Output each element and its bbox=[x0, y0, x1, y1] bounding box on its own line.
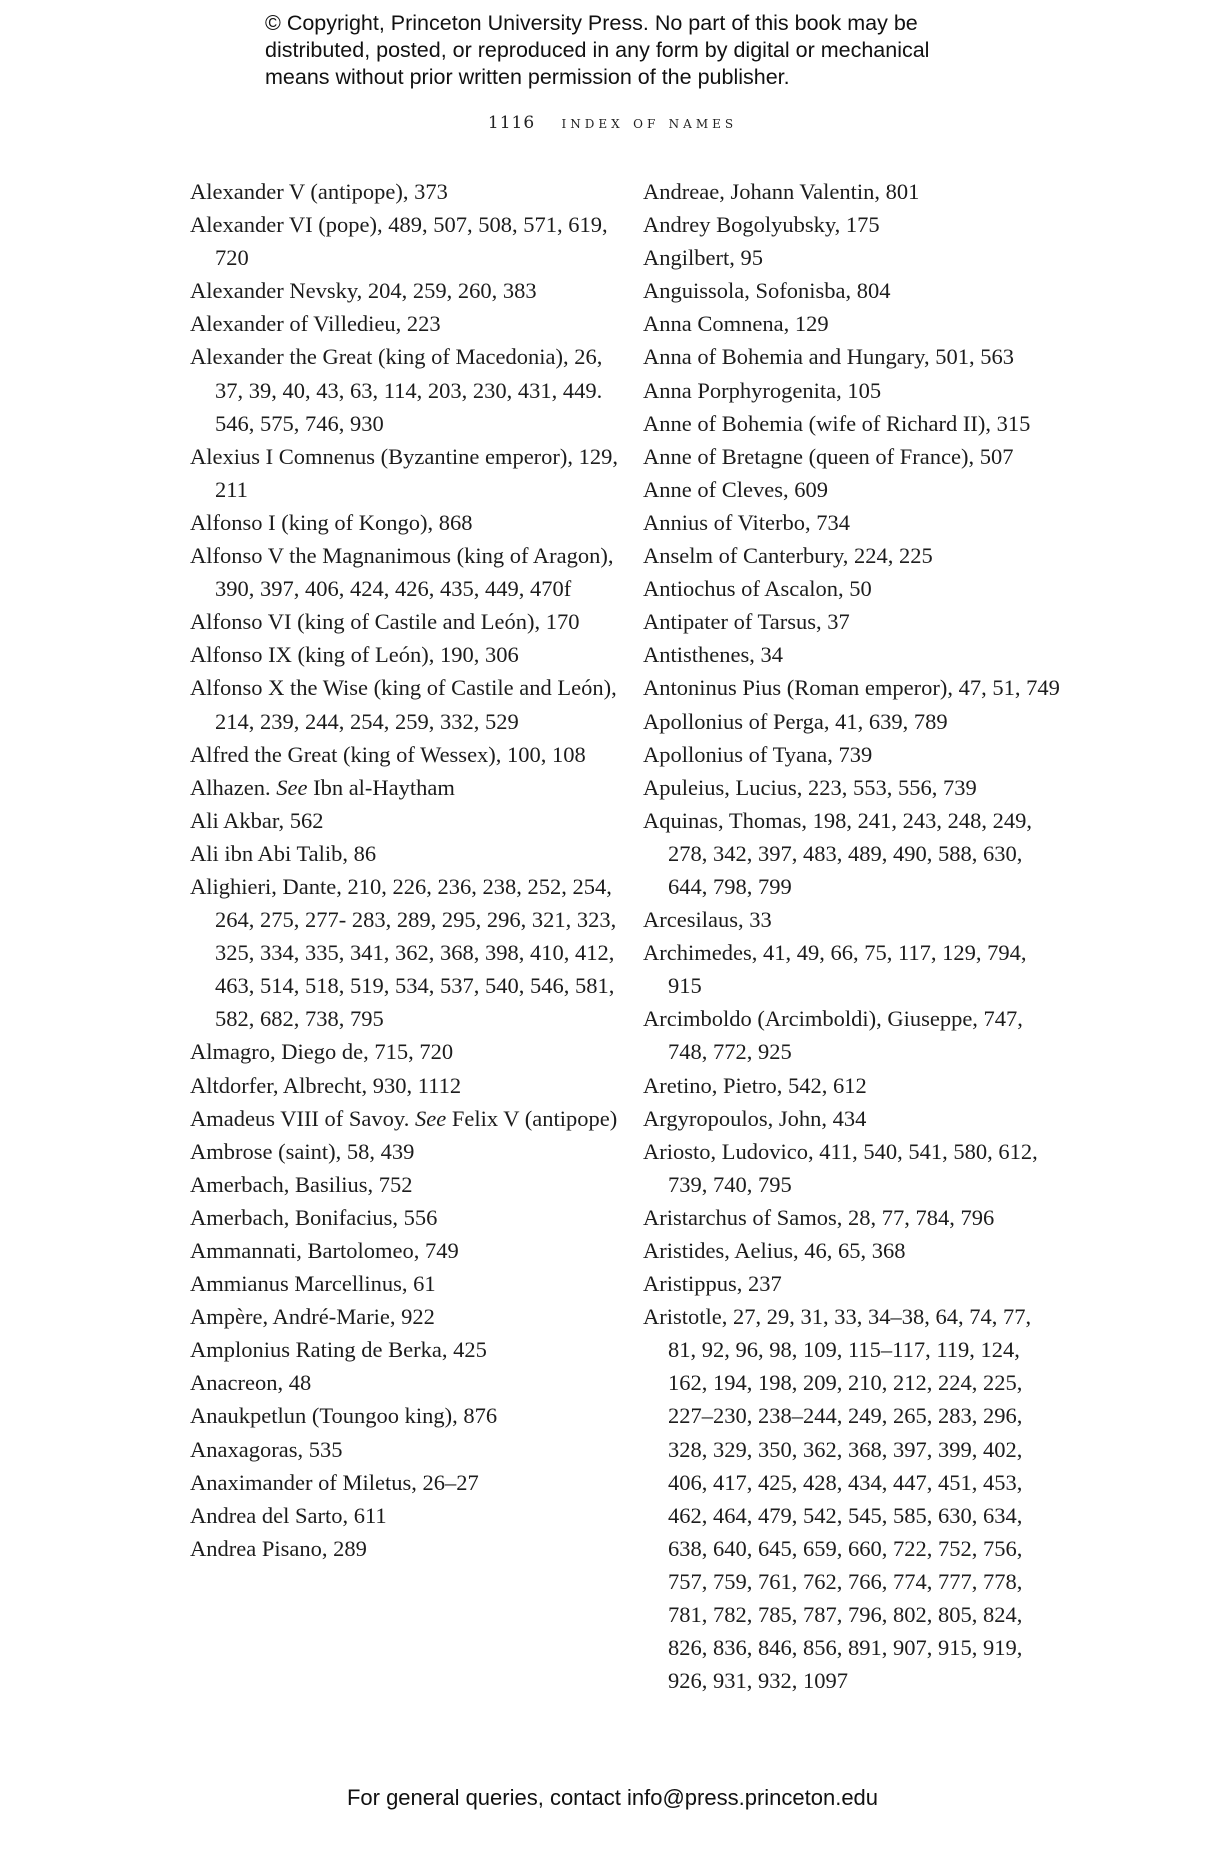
see-reference: See bbox=[276, 774, 308, 800]
see-reference: See bbox=[414, 1105, 447, 1131]
index-entry: Apollonius of Perga, 41, 639, 789 bbox=[643, 708, 948, 734]
index-entry: Alfonso IX (king of León), 190, 306 bbox=[190, 642, 519, 668]
index-entry: Aretino, Pietro, 542, 612 bbox=[643, 1072, 867, 1098]
index-entry: Alexander of Villedieu, 223 bbox=[190, 311, 441, 337]
index-entry: Anselm of Canterbury, 224, 225 bbox=[643, 543, 933, 569]
entry-heading: Alhazen. bbox=[190, 774, 277, 800]
footer-contact: For general queries, contact info@press.princeton.edu bbox=[346, 1785, 879, 1810]
index-entry: Arcimboldo (Arcimboldi), Giuseppe, 747, 748, 772, 925 bbox=[643, 1006, 1023, 1065]
cross-reference-target: Ibn al-Haytham bbox=[307, 774, 455, 800]
index-entry: Anaximander of Miletus, 26–27 bbox=[190, 1469, 479, 1495]
index-entry: Angilbert, 95 bbox=[643, 245, 763, 271]
index-entry: Anne of Cleves, 609 bbox=[643, 476, 828, 502]
index-entry: Amplonius Rating de Berka, 425 bbox=[190, 1337, 487, 1363]
section-title: index of names bbox=[561, 113, 738, 133]
index-entry: Antiochus of Ascalon, 50 bbox=[643, 576, 872, 602]
index-entry: Alexander the Great (king of Macedonia), 26, 37, 39, 40, 43, 63, 114, 203, 230, 431, 449. 546, 575, 746, 930 bbox=[190, 344, 603, 436]
index-entry: Alexius I Comnenus (Byzantine emperor), 129, 211 bbox=[190, 443, 619, 502]
copyright-notice bbox=[265, 10, 1025, 91]
index-entry: Alfonso X the Wise (king of Castile and León), 214, 239, 244, 254, 259, 332, 529 bbox=[190, 675, 617, 734]
index-entry: Alfonso V the Magnanimous (king of Aragon), 390, 397, 406, 424, 426, 435, 449, 470f bbox=[190, 543, 614, 602]
index-entry: Andreae, Johann Valentin, 801 bbox=[643, 179, 920, 204]
page-number: 1116 bbox=[487, 113, 536, 133]
index-entry: Andrea del Sarto, 611 bbox=[190, 1502, 387, 1528]
index-entry bbox=[190, 1102, 620, 1135]
copyright-line: distributed, posted, or reproduced in any form by digital or mechanical bbox=[265, 38, 930, 62]
index-entry: Anaukpetlun (Toungoo king), 876 bbox=[190, 1403, 498, 1429]
index-entry: Annius of Viterbo, 734 bbox=[643, 509, 850, 535]
entry-heading: Amadeus VIII of Savoy. bbox=[190, 1105, 415, 1131]
index-entry: Ampère, André-Marie, 922 bbox=[190, 1304, 435, 1330]
index-entry: Anna Comnena, 129 bbox=[643, 311, 829, 337]
index-entry: Aristarchus of Samos, 28, 77, 784, 796 bbox=[643, 1204, 995, 1230]
index-entry: Almagro, Diego de, 715, 720 bbox=[190, 1039, 454, 1065]
index-entry: Anne of Bretagne (queen of France), 507 bbox=[643, 443, 1014, 469]
index-entry: Alfred the Great (king of Wessex), 100, 108 bbox=[190, 741, 586, 767]
index-entry: Aristides, Aelius, 46, 65, 368 bbox=[643, 1238, 906, 1263]
index-entry: Ammannati, Bartolomeo, 749 bbox=[190, 1238, 459, 1263]
index-entry: Andrey Bogolyubsky, 175 bbox=[643, 212, 880, 238]
index-entry bbox=[190, 771, 620, 804]
cross-reference-target: Felix V (antipope) bbox=[446, 1105, 618, 1131]
index-entry: Anacreon, 48 bbox=[190, 1370, 312, 1396]
index-entry: Anna Porphyrogenita, 105 bbox=[643, 377, 882, 403]
index-column-right bbox=[643, 175, 1063, 1697]
index-entry: Arcesilaus, 33 bbox=[643, 907, 772, 933]
index-entry: Argyropoulos, John, 434 bbox=[643, 1105, 867, 1131]
index-entry: Alexander V (antipope), 373 bbox=[190, 179, 448, 204]
copyright-line: © Copyright, Princeton University Press. No part of this book may be bbox=[265, 11, 918, 35]
index-entry: Aristotle, 27, 29, 31, 33, 34–38, 64, 74, 77, 81, 92, 96, 98, 109, 115–117, 119, 124, 162, 194, 198, 209, 210, 212, 224, 225, 227–230, 238–244, 249, 265, 283, 296, 328, 329, 350, 362, 368, 397, 399, 402, 406, 417, 425, 428, 434, 447, 451, 453, 462, 464, 479, 542, 545, 585, 630, 634, 638, 640, 645, 659, 660, 722, 752, 756, 757, 759, 761, 762, 766, 774, 777, 778, 781, 782, 785, 787, 796, 802, 805, 824, 826, 836, 846, 856, 891, 907, 915, 919, 926, 931, 932, 1097 bbox=[643, 1304, 1032, 1694]
index-entry: Amerbach, Bonifacius, 556 bbox=[190, 1204, 438, 1230]
index-entry: Anguissola, Sofonisba, 804 bbox=[643, 278, 891, 304]
index-entry: Alighieri, Dante, 210, 226, 236, 238, 252, 254, 264, 275, 277- 283, 289, 295, 296, 321, 323, 325, 334, 335, 341, 362, 368, 398, 410, 412, 463, 514, 518, 519, 534, 537, 540, 546, 581, 582, 682, 738, 795 bbox=[190, 873, 617, 1032]
index-column-left bbox=[190, 175, 620, 1565]
index-entry: Ambrose (saint), 58, 439 bbox=[190, 1138, 415, 1164]
index-entry: Anna of Bohemia and Hungary, 501, 563 bbox=[643, 344, 1014, 370]
index-entry: Aristippus, 237 bbox=[643, 1271, 782, 1297]
index-entry: Alfonso VI (king of Castile and León), 170 bbox=[190, 609, 580, 635]
index-entry: Antisthenes, 34 bbox=[643, 642, 783, 668]
index-entry: Anne of Bohemia (wife of Richard II), 315 bbox=[643, 410, 1031, 436]
index-entry: Apollonius of Tyana, 739 bbox=[643, 741, 873, 767]
index-entry: Anaxagoras, 535 bbox=[190, 1436, 343, 1462]
index-entry: Amerbach, Basilius, 752 bbox=[190, 1171, 413, 1197]
index-entry: Ariosto, Ludovico, 411, 540, 541, 580, 612, 739, 740, 795 bbox=[643, 1138, 1038, 1197]
index-entry: Alfonso I (king of Kongo), 868 bbox=[190, 509, 473, 535]
index-entry: Ali Akbar, 562 bbox=[190, 807, 324, 833]
index-entry: Alexander VI (pope), 489, 507, 508, 571, 619, 720 bbox=[190, 212, 608, 271]
index-entry: Antoninus Pius (Roman emperor), 47, 51, 749 bbox=[643, 675, 1060, 701]
index-entry: Aquinas, Thomas, 198, 241, 243, 248, 249, 278, 342, 397, 483, 489, 490, 588, 630, 644, 798, 799 bbox=[643, 807, 1032, 899]
index-entry: Archimedes, 41, 49, 66, 75, 117, 129, 794, 915 bbox=[643, 940, 1027, 999]
index-entry: Apuleius, Lucius, 223, 553, 556, 739 bbox=[643, 774, 977, 800]
index-entry: Alexander Nevsky, 204, 259, 260, 383 bbox=[190, 278, 537, 304]
index-entry: Altdorfer, Albrecht, 930, 1112 bbox=[190, 1072, 462, 1098]
index-entry: Antipater of Tarsus, 37 bbox=[643, 609, 850, 635]
index-entry: Andrea Pisano, 289 bbox=[190, 1535, 367, 1561]
copyright-line: means without prior written permission of the publisher. bbox=[265, 65, 790, 89]
running-head bbox=[0, 113, 1225, 133]
index-entry: Ammianus Marcellinus, 61 bbox=[190, 1271, 436, 1297]
index-entry: Ali ibn Abi Talib, 86 bbox=[190, 840, 377, 866]
